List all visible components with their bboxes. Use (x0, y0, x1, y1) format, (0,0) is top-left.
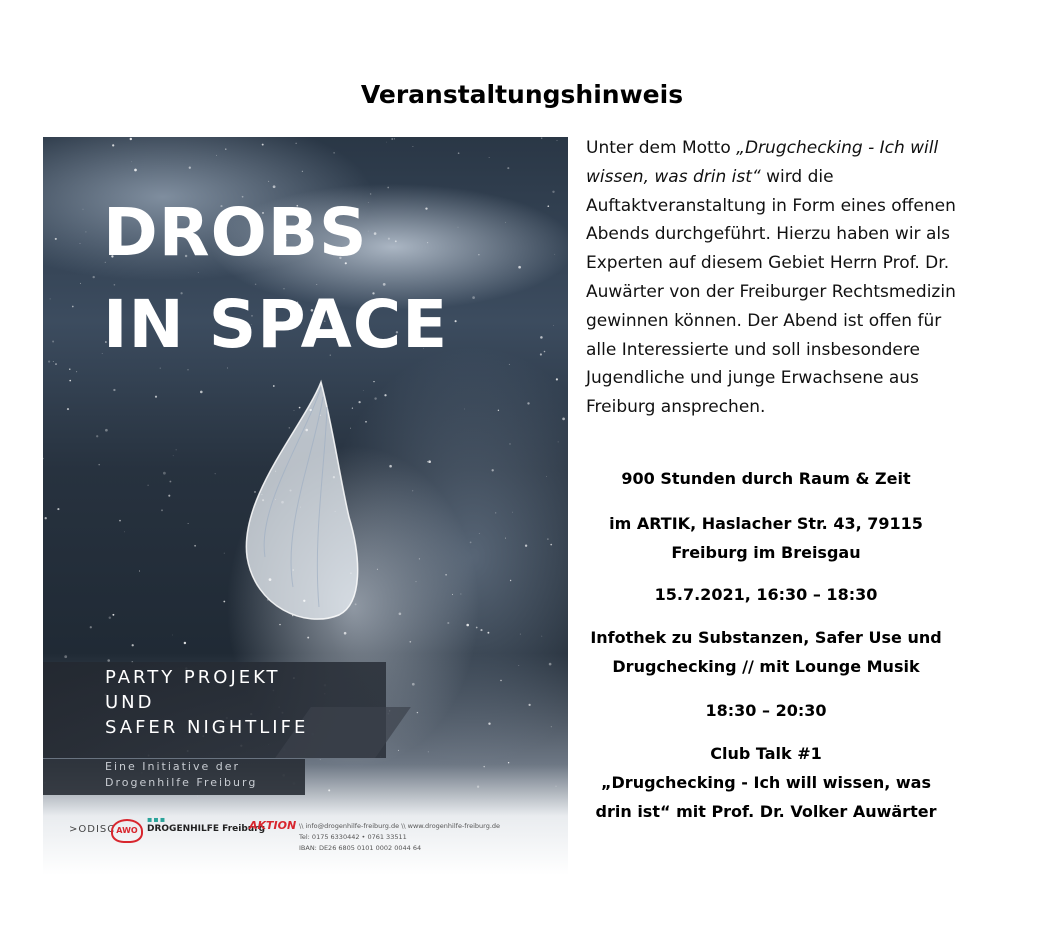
star (269, 578, 272, 581)
club-talk-title: Club Talk #1 (710, 744, 822, 763)
star (80, 243, 81, 244)
star (384, 394, 386, 396)
drogenhilfe-dots-icon: ▪▪▪ (147, 815, 167, 824)
star (540, 336, 543, 339)
club-talk-line1: „Drugchecking - Ich will wissen, was (601, 773, 931, 792)
star (188, 523, 189, 524)
star (90, 626, 92, 628)
star (55, 363, 57, 365)
star (455, 320, 457, 322)
star (124, 531, 125, 532)
star (57, 508, 59, 510)
star (172, 635, 173, 636)
poster-contact (299, 821, 500, 854)
poster-title-line1: DROBS (103, 194, 368, 271)
star (555, 786, 556, 787)
star (394, 138, 395, 139)
star (184, 642, 186, 644)
star (520, 634, 521, 635)
poster-subtitle-line1: PARTY PROJEKT (105, 667, 281, 688)
star (299, 407, 301, 409)
star (363, 390, 364, 391)
star (350, 428, 351, 429)
star (224, 553, 225, 554)
star (52, 341, 54, 343)
initiative-line2: Drogenhilfe Freiburg (105, 776, 258, 789)
star (509, 364, 510, 365)
event-time-2: 18:30 – 20:30 (705, 701, 827, 720)
star (48, 361, 50, 363)
star (194, 545, 196, 547)
star (109, 617, 111, 619)
star (447, 622, 449, 624)
star (163, 472, 166, 475)
star (69, 369, 70, 370)
venue-line2: Freiburg im Breisgau (671, 543, 861, 562)
star (98, 464, 100, 466)
star (215, 473, 216, 474)
star (131, 161, 132, 162)
star (551, 726, 552, 727)
star (508, 762, 509, 763)
star (412, 146, 413, 147)
star (512, 512, 513, 513)
star (292, 615, 293, 616)
star (302, 171, 303, 172)
star (498, 410, 499, 411)
event-poster (43, 137, 568, 875)
star (460, 594, 461, 595)
activity-1-line2: Drugchecking // mit Lounge Musik (612, 657, 920, 676)
star (458, 152, 460, 154)
star (562, 418, 565, 421)
star (488, 723, 490, 725)
star (386, 142, 387, 143)
star (64, 655, 67, 658)
star (554, 254, 555, 255)
star (197, 796, 198, 797)
star (169, 481, 171, 483)
star (487, 632, 489, 634)
intro-text-start: Unter dem Motto (586, 138, 737, 158)
star (50, 298, 51, 299)
star (470, 542, 472, 544)
star (558, 442, 559, 443)
star (358, 401, 360, 403)
star (480, 629, 482, 631)
star (389, 465, 392, 468)
star (328, 789, 330, 791)
star (549, 663, 552, 666)
star (428, 460, 431, 463)
intro-paragraph (586, 134, 966, 422)
poster-footer (43, 809, 568, 875)
star (416, 581, 417, 582)
star (547, 205, 549, 207)
star (556, 378, 558, 380)
star (139, 570, 140, 571)
star (147, 485, 148, 486)
star (445, 574, 447, 576)
star (466, 624, 469, 627)
star (67, 408, 69, 410)
star (477, 786, 479, 788)
star (518, 266, 521, 269)
poster-title (103, 187, 448, 371)
star (352, 407, 353, 408)
star (261, 494, 262, 495)
star (119, 520, 121, 522)
star (483, 766, 484, 767)
star (69, 380, 71, 382)
star (412, 683, 415, 686)
star (476, 627, 478, 629)
star (161, 509, 163, 511)
star (518, 665, 519, 666)
star (510, 580, 511, 581)
star (398, 750, 399, 751)
star (310, 409, 312, 411)
star (289, 427, 290, 428)
star (525, 545, 527, 547)
star (275, 499, 276, 500)
star (547, 538, 548, 539)
star (112, 614, 114, 616)
star (544, 351, 546, 353)
star (458, 227, 459, 228)
star (168, 495, 170, 497)
star (350, 572, 352, 574)
star (409, 641, 411, 643)
star (155, 396, 157, 398)
poster-title-line2: IN SPACE (103, 286, 449, 363)
star (289, 489, 291, 491)
contact-iban: IBAN: DE26 6805 0101 0002 0044 64 (299, 844, 422, 852)
star (262, 144, 264, 146)
star (43, 458, 44, 460)
star (173, 455, 174, 456)
contact-phone: Tel: 0175 6330442 • 0761 33511 (299, 833, 407, 841)
star (500, 680, 501, 681)
star (374, 397, 376, 399)
star (55, 238, 57, 240)
star (550, 544, 552, 546)
star (557, 140, 558, 141)
star (268, 181, 269, 182)
star (223, 601, 225, 603)
contact-web: \\ info@drogenhilfe-freiburg.de \\ www.drogenhilfe-freiburg.de (299, 822, 501, 830)
star (344, 632, 347, 635)
star (132, 644, 134, 646)
aktion-logo: AKTION (249, 819, 297, 832)
star (541, 636, 542, 637)
star (93, 276, 95, 278)
star (391, 138, 393, 140)
drogenhilfe-logo-text: DROGENHILFE Freiburg (147, 824, 266, 834)
star (53, 361, 54, 362)
star (72, 306, 74, 308)
star (355, 603, 357, 605)
star (294, 410, 295, 411)
star (303, 600, 305, 602)
star (479, 533, 480, 534)
star (492, 469, 494, 471)
star (200, 391, 203, 394)
star (83, 209, 84, 210)
odisc-logo: >ODISC (69, 824, 116, 835)
star (216, 155, 217, 156)
star (262, 499, 264, 501)
star (273, 385, 275, 387)
star (452, 594, 453, 595)
star (333, 476, 335, 478)
drogenhilfe-logo (147, 815, 265, 834)
star (275, 471, 276, 472)
event-title: 900 Stunden durch Raum & Zeit (621, 469, 911, 488)
star (113, 389, 115, 391)
poster-subtitle-line3: SAFER NIGHTLIFE (105, 717, 309, 738)
star (76, 371, 77, 372)
star (399, 612, 402, 615)
star (505, 538, 506, 539)
star (320, 759, 321, 760)
poster-subtitle (105, 665, 308, 740)
star (427, 461, 428, 462)
star (333, 152, 334, 153)
star (254, 491, 255, 492)
star (417, 712, 418, 713)
initiative-line1: Eine Initiative der (105, 760, 241, 773)
star (267, 598, 269, 600)
star (112, 144, 114, 146)
star (365, 421, 367, 423)
star (225, 149, 226, 150)
star (472, 296, 475, 299)
star (45, 517, 47, 519)
star (176, 450, 177, 451)
star (85, 231, 86, 232)
poster-initiative (105, 759, 257, 791)
activity-1-line1: Infothek zu Substanzen, Safer Use und (590, 628, 942, 647)
star (134, 169, 137, 172)
star (292, 569, 294, 571)
star (428, 752, 429, 753)
venue-line1: im ARTIK, Haslacher Str. 43, 79115 (609, 514, 923, 533)
star (541, 138, 542, 139)
star (507, 167, 509, 169)
star (412, 490, 413, 491)
page-title: Veranstaltungshinweis (360, 80, 684, 109)
star (305, 429, 308, 432)
star (540, 353, 542, 355)
intro-text-end: wird die Auftaktveranstaltung in Form eines offenen Abends durchgeführt. Hierzu haben wir als Experten auf diesem Gebiet Herrn Prof. Dr. Auwärter von der Freiburger Rechtsmedizin gewinnen können. Der Abend ist offen für alle Interessierte und soll insbesondere Jugendliche und junge Erwachsene aus Freiburg ansprechen. (586, 166, 956, 418)
star (281, 501, 284, 504)
star (300, 507, 301, 508)
club-talk (574, 739, 958, 826)
star (419, 558, 420, 559)
star (546, 476, 547, 477)
star (553, 325, 554, 326)
event-venue (574, 509, 958, 567)
star (464, 409, 465, 410)
star (130, 138, 132, 140)
star (296, 143, 297, 144)
star (189, 167, 191, 169)
star (373, 381, 374, 382)
star (527, 402, 529, 404)
activity-1 (574, 623, 958, 681)
awo-logo: AWO (111, 819, 143, 843)
club-talk-line2: drin ist“ mit Prof. Dr. Volker Auwärter (595, 802, 937, 821)
star (495, 512, 496, 513)
star (279, 624, 280, 625)
event-time-1: 15.7.2021, 16:30 – 18:30 (654, 585, 878, 604)
star (489, 157, 490, 158)
star (505, 222, 506, 223)
star (552, 191, 554, 193)
star (105, 429, 108, 432)
star (478, 254, 479, 255)
star (509, 443, 510, 444)
star (528, 704, 530, 706)
poster-subtitle-line2: UND (105, 692, 155, 713)
star (96, 435, 98, 437)
star (307, 637, 309, 639)
star (335, 511, 336, 512)
star (377, 569, 378, 570)
star (80, 283, 81, 284)
motto-text: „Drugchecking - Ich will wissen, was drin ist“ (586, 138, 939, 187)
star (320, 415, 321, 416)
